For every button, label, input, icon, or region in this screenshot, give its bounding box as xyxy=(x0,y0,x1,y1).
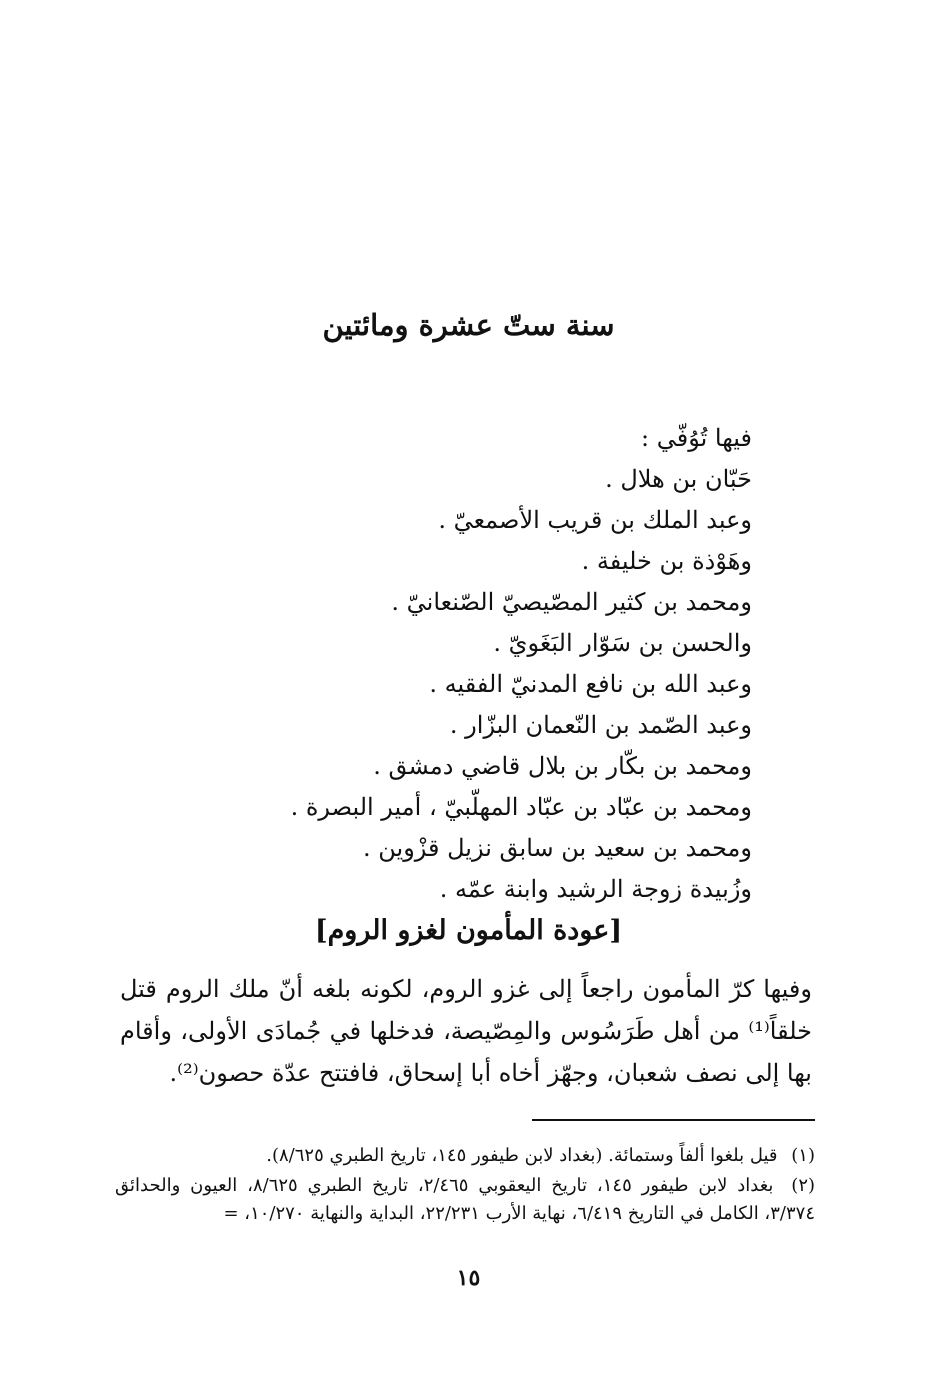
body-paragraph: وفيها كرّ المأمون راجعاً إلى غزو الروم، لكونه بلغه أنّ ملك الروم قتل خلقاً⁽¹⁾ من أهل طَرَسُوس والمِصّيصة، فدخلها في جُمادَى الأولى، وأقام بها إلى نصف شعبان، وجهّز أخاه أبا إسحاق، فافتتح عدّة حصون⁽²⁾. xyxy=(120,975,812,1087)
death-entry: وهَوْذة بن خليفة . xyxy=(581,547,752,575)
footnote-number: (١) xyxy=(791,1145,815,1166)
page-number: ١٥ xyxy=(456,1265,481,1291)
death-entry: وزُبيدة زوجة الرشيد وابنة عمّه . xyxy=(439,875,752,903)
footnote-item xyxy=(115,1172,815,1228)
footnote-text: بغداد لابن طيفور ١٤٥، تاريخ اليعقوبي ٢/٤٦٥، تاريخ الطبري ٨/٦٢٥، العيون والحدائق ٣/٣٧٤، الكامل في التاريخ ٦/٤١٩، نهاية الأرب ٢٢/٢٣١، البداية والنهاية ١٠/٢٧٠، = xyxy=(115,1175,815,1224)
death-entry: حَبّان بن هلال . xyxy=(605,465,752,493)
footnote-text: قيل بلغوا ألفاً وستمائة. (بغداد لابن طيفور ١٤٥، تاريخ الطبري ٨/٦٢٥). xyxy=(266,1145,778,1166)
death-entry: ومحمد بن كثير المصّيصيّ الصّنعانيّ . xyxy=(391,588,752,616)
death-entry: ومحمد بن بكّار بن بلال قاضي دمشق . xyxy=(373,752,752,780)
page-title: سنة ستّ عشرة ومائتين xyxy=(322,308,615,342)
death-entry: وعبد الله بن نافع المدنيّ الفقيه . xyxy=(429,670,752,698)
death-entry: وعبد الملك بن قريب الأصمعيّ . xyxy=(438,506,752,534)
death-entry: ومحمد بن عبّاد بن عبّاد المهلّبيّ ، أمير البصرة . xyxy=(290,793,752,821)
footnotes xyxy=(115,1142,815,1230)
death-entry: وعبد الصّمد بن النّعمان البزّار . xyxy=(449,711,752,739)
death-entry: والحسن بن سَوّار البَغَويّ . xyxy=(493,629,752,657)
footnote-divider xyxy=(532,1119,815,1121)
section-heading: [عودة المأمون لغزو الروم] xyxy=(314,915,623,946)
footnote-item xyxy=(115,1142,815,1170)
deaths-intro: فيها تُوُفّي : xyxy=(641,424,752,452)
footnote-number: (٢) xyxy=(791,1175,816,1196)
death-entry: ومحمد بن سعيد بن سابق نزيل قزْوين . xyxy=(362,834,752,862)
deaths-list xyxy=(152,418,752,910)
